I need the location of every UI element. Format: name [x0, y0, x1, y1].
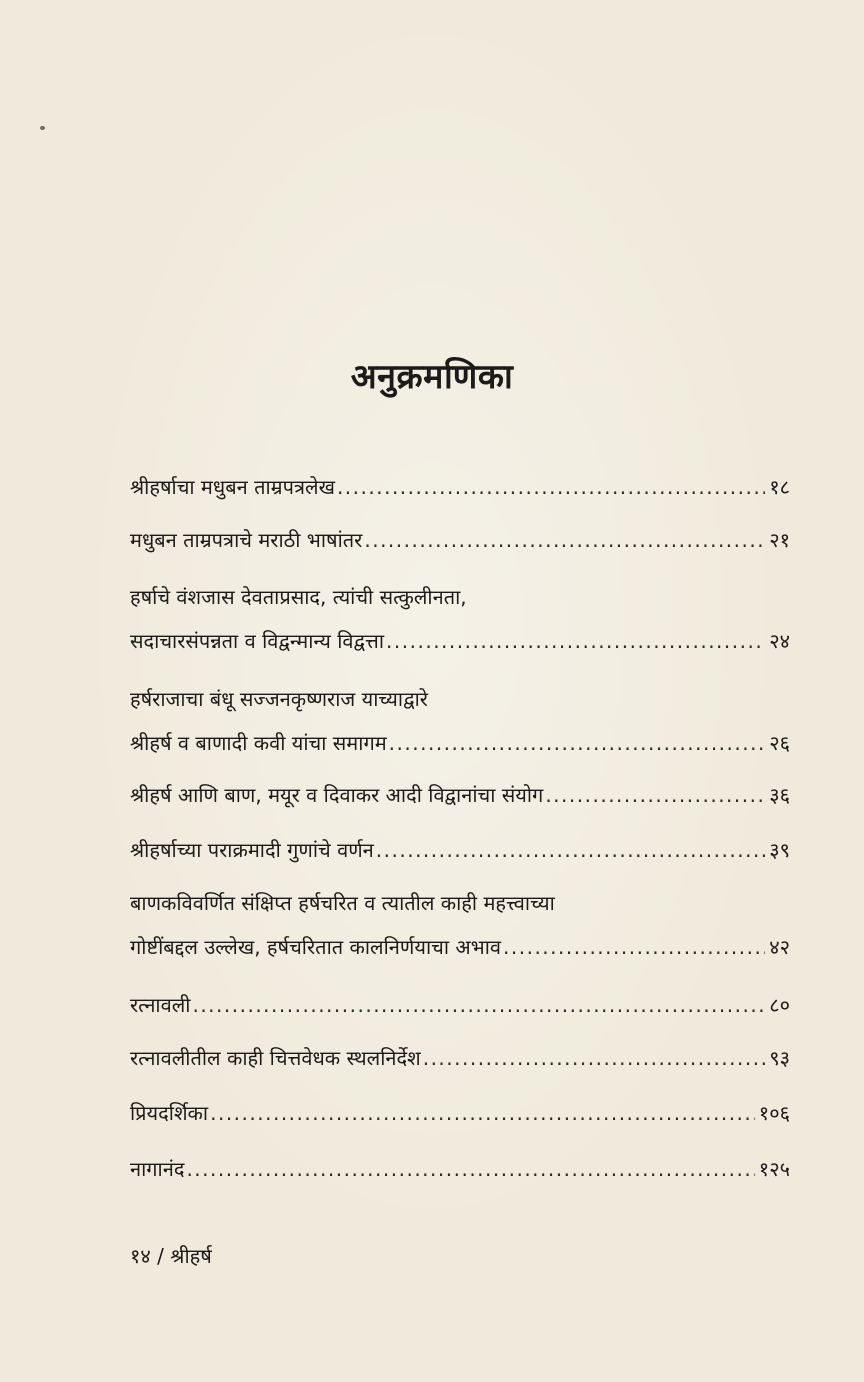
- dot-leader: [503, 932, 765, 962]
- toc-entry-line: [130, 888, 790, 918]
- toc-page-number: ४२: [769, 935, 790, 959]
- toc-entry-line: [130, 1098, 790, 1128]
- toc-entry: [130, 582, 790, 656]
- toc-entry: [130, 1098, 790, 1128]
- toc-page-number: २१: [769, 528, 790, 552]
- toc-entry: [130, 780, 790, 810]
- dot-leader: [386, 626, 765, 656]
- toc-page-number: १०६: [758, 1101, 790, 1125]
- toc-entry-line: [130, 728, 790, 758]
- dot-leader: [186, 1154, 754, 1184]
- toc-entry-title: नागानंद: [130, 1157, 185, 1181]
- toc-entry-line: [130, 472, 790, 502]
- toc-entry-line: [130, 835, 790, 865]
- toc-page-number: १८: [769, 475, 790, 499]
- paper-speck: [40, 126, 45, 130]
- toc-entry-line: [130, 1154, 790, 1184]
- toc-entry: [130, 525, 790, 555]
- toc-entry-title-continued: गोष्टींबद्दल उल्लेख, हर्षचरितात कालनिर्णयाचा अभाव: [130, 935, 502, 959]
- toc-entry-title: श्रीहर्षाचा मधुबन ताम्रपत्रलेख: [130, 475, 335, 499]
- toc-entry-title: हर्षाचे वंशजास देवताप्रसाद, त्यांची सत्कुलीनता,: [130, 585, 467, 609]
- toc-entry-title: श्रीहर्ष आणि बाण, मयूर व दिवाकर आदी विद्वानांचा संयोग: [130, 783, 544, 807]
- running-footer: [130, 1242, 212, 1269]
- toc-entry-line: [130, 582, 790, 612]
- toc-entry-line: [130, 1043, 790, 1073]
- dot-leader: [337, 472, 765, 502]
- toc-entry-line: [130, 932, 790, 962]
- dot-leader: [389, 728, 766, 758]
- toc-page-number: ८०: [769, 993, 790, 1017]
- dot-leader: [192, 990, 765, 1020]
- dot-leader: [423, 1043, 765, 1073]
- dot-leader: [364, 525, 765, 555]
- toc-entry-title: प्रियदर्शिका: [130, 1101, 209, 1125]
- toc-page-number: २४: [769, 629, 790, 653]
- toc-entry: [130, 1043, 790, 1073]
- toc-entry: [130, 1154, 790, 1184]
- toc-entry-line: [130, 990, 790, 1020]
- toc-entry-line: [130, 626, 790, 656]
- toc-page-number: ३९: [769, 838, 790, 862]
- toc-entry-title: हर्षराजाचा बंधू सज्जनकृष्णराज याच्याद्वारे: [130, 687, 428, 711]
- footer-book-title: श्रीहर्ष: [170, 1244, 212, 1268]
- toc-entry-title: रत्नावली: [130, 993, 191, 1017]
- toc-entry-title: मधुबन ताम्रपत्राचे मराठी भाषांतर: [130, 528, 363, 552]
- toc-entry-title-continued: श्रीहर्ष व बाणादी कवी यांचा समागम: [130, 731, 387, 755]
- dot-leader: [376, 835, 765, 865]
- toc-page-number: १२५: [758, 1157, 790, 1181]
- page-title: अनुक्रमणिका: [350, 357, 514, 397]
- toc-entry-line: [130, 525, 790, 555]
- toc-page-number: ३६: [769, 783, 790, 807]
- toc-entry-line: [130, 684, 790, 714]
- footer-separator: /: [157, 1244, 164, 1268]
- dot-leader: [545, 780, 765, 810]
- toc-entry: [130, 835, 790, 865]
- toc-page-number: २६: [769, 731, 790, 755]
- dot-leader: [210, 1098, 755, 1128]
- toc-entry-line: [130, 780, 790, 810]
- toc-entry-title-continued: सदाचारसंपन्नता व विद्वन्मान्य विद्वत्ता: [130, 629, 385, 653]
- toc-entry: [130, 888, 790, 962]
- toc-entry: [130, 472, 790, 502]
- footer-page-number: १४: [130, 1244, 151, 1268]
- toc-entry-title: रत्नावलीतील काही चित्तवेधक स्थलनिर्देश: [130, 1046, 421, 1070]
- toc-entry-title: बाणकविवर्णित संक्षिप्त हर्षचरित व त्यातील काही महत्त्वाच्या: [130, 891, 555, 915]
- toc-entry: [130, 990, 790, 1020]
- toc-page-number: ९३: [769, 1046, 790, 1070]
- toc-entry-title: श्रीहर्षाच्या पराक्रमादी गुणांचे वर्णन: [130, 838, 374, 862]
- toc-entry: [130, 684, 790, 758]
